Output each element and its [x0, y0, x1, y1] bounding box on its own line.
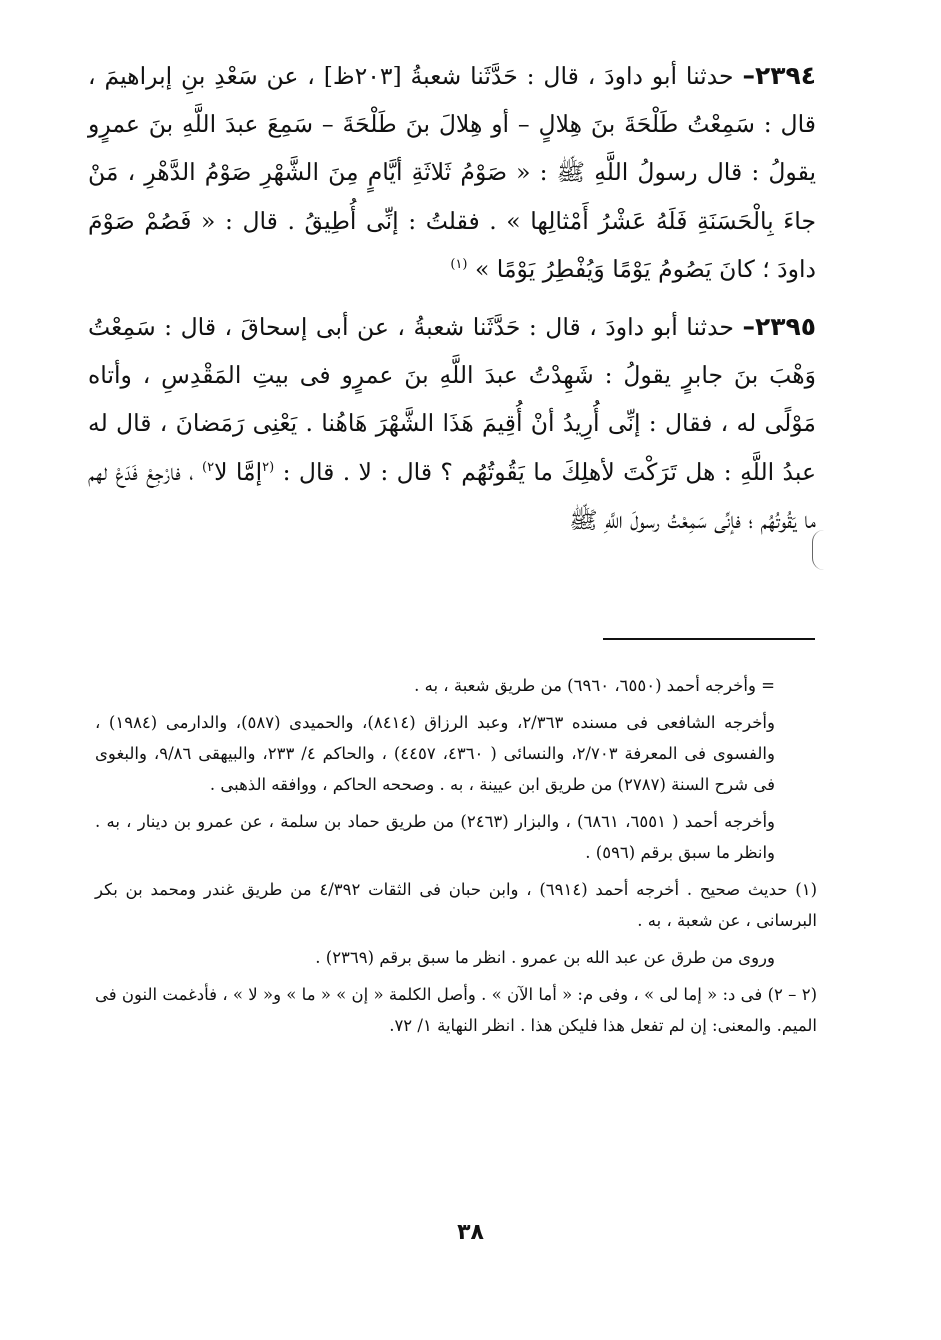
- footnote-ref-close: ٢): [202, 459, 215, 475]
- page-number: ٣٨: [457, 1220, 484, 1245]
- footnotes: [95, 670, 817, 1047]
- footnote-ref: (١): [450, 256, 468, 272]
- footnote-ref-open: (٢: [262, 459, 275, 475]
- hadith-number: ٢٣٩٥–: [742, 312, 816, 342]
- margin-bracket-mark: [812, 530, 825, 570]
- footnote-divider: [603, 638, 815, 640]
- footnote-paragraph: وأخرجه أحمد ( ٦٥٥١، ٦٨٦١) ، والبزار (٢٤٦٣) من طريق حماد بن سلمة ، عن عمرو بن دينار ، به . وانظر ما سبق برقم (٥٩٦) .: [95, 812, 775, 862]
- footnote-paragraph: وروى من طرق عن عبد الله بن عمرو . انظر ما سبق برقم (٢٣٦٩) .: [315, 948, 775, 967]
- hadith-number: ٢٣٩٤–: [742, 61, 816, 90]
- footnote-2: (٢ – ٢) فى د: « إما لى » ، وفى م: « أما الآن » . وأصل الكلمة « إن » « ما » و« لا » ، فأدغمت النون فى الميم. والمعنى: إن لم تفعل هذا فليكن هذا . انظر النهاية ١/ ٧٢.: [95, 985, 817, 1035]
- hadith-text-continued: ، فارْجِعْ فَدَعْ لهم ما يَقُوتُهُم ؛ فإنِّى سَمِعْتُ رسولَ اللَّهِ ﷺ: [88, 457, 816, 534]
- hadith-text-quoted: إمَّا لا: [214, 457, 263, 486]
- footnote-paragraph: وأخرجه الشافعى فى مسنده ٢/٣٦٣، وعبد الرزاق (٨٤١٤)، والحميدى (٥٨٧)، والدارمى (١٩٨٤) ، والفسوى فى المعرفة ٢/٧٠٣، والنسائى ( ٤٣٦٠، ٤٤٥٧) ، والحاكم ٤/ ٢٣٣، والبيهقى ٩/٨٦، والبغوى فى شرح السنة (٢٧٨٧) من طريق ابن عيينة ، به . وصححه الحاكم ، ووافقه الذهبى .: [95, 713, 775, 794]
- hadith-2394: [88, 52, 816, 293]
- footnote-paragraph: = وأخرجه أحمد (٦٥٥٠، ٦٩٦٠) من طريق شعبة ، به .: [414, 676, 775, 695]
- hadith-text: حدثنا أبو داودَ ، قال : حَدَّثَنا شعبةُ ، عن أبى إسحاقَ ، قال : سَمِعْتُ وَهْبَ بنَ جابرٍ يقولُ : شَهِدْتُ عبدَ اللَّهِ بنَ عمرٍو فى بيتِ المَقْدِسِ ، وأتاه مَوْلًى له ، فقال : إنِّى أُرِيدُ أنْ أُقِيمَ هَذَا الشَّهْرَ هَاهُنا . يَعْنِى رَمَضانَ ، قال له عبدُ اللَّهِ : هل تَرَكْتَ لأهلِكَ ما يَقُوتُهُم ؟ قال : لا . قال :: [88, 313, 816, 486]
- hadith-text: حدثنا أبو داودَ ، قال : حَدَّثَنا شعبةُ [٢٠٣ظ] ، عن سَعْدِ بنِ إبراهيمَ ، قال : سَمِعْتُ طَلْحَةَ بنَ هِلالٍ – أو هِلالَ بنَ طَلْحَةَ – سَمِعَ عبدَ اللَّهِ بنَ عمرٍو يقولُ : قال رسولُ اللَّهِ ﷺ : « صَوْمُ ثَلاثَةِ أيَّامٍ مِنَ الشَّهْرِ صَوْمُ الدَّهْرِ ، مَنْ جاءَ بِالْحَسَنَةِ فَلَهُ عَشْرُ أَمْثالِها » . فقلتُ : إنِّى أُطِيقُ . قال : « فَصُمْ صَوْمَ داودَ ؛ كانَ يَصُومُ يَوْمًا وَيُفْطِرُ يَوْمًا »: [88, 62, 816, 283]
- hadith-2395: [88, 303, 816, 544]
- main-text: [88, 52, 816, 554]
- footnote-1: (١) حديث صحيح . أخرجه أحمد (٦٩١٤) ، وابن حبان فى الثقات ٤/٣٩٢ من طريق غندر ومحمد بن بكر البرسانى ، عن شعبة ، به .: [95, 880, 817, 930]
